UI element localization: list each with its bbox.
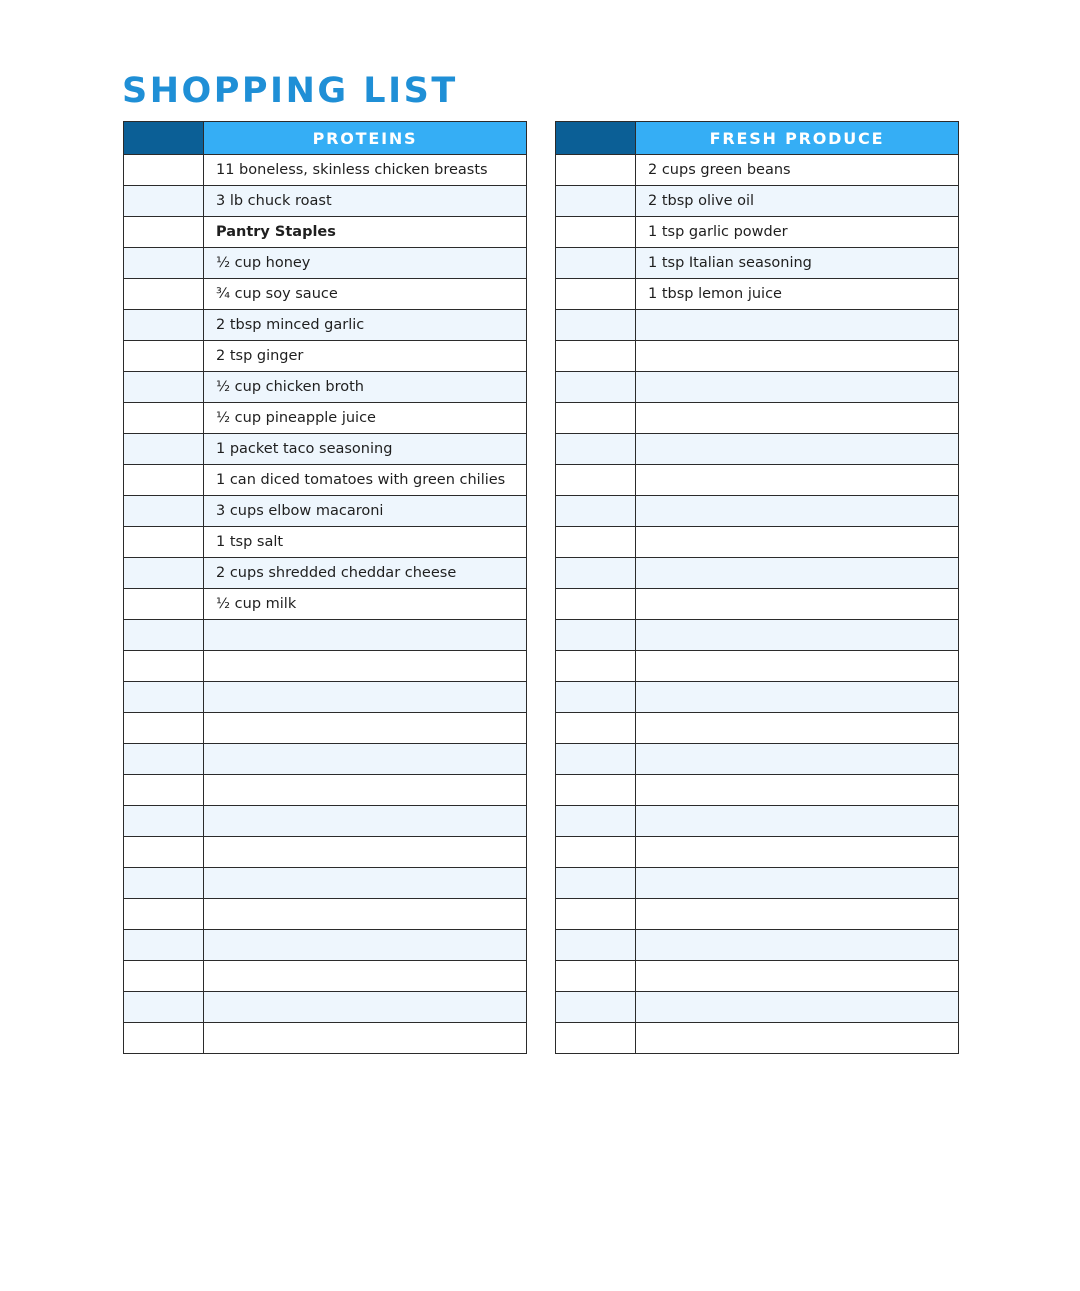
item-cell: 2 tbsp minced garlic: [204, 310, 527, 341]
table-row: [124, 744, 527, 775]
table-header-row: [124, 122, 527, 155]
proteins-rows: [124, 155, 527, 1054]
checkbox-cell[interactable]: [556, 899, 636, 930]
table-row: [556, 248, 959, 279]
fresh-produce-rows: [556, 155, 959, 1054]
table-row: [124, 992, 527, 1023]
checkbox-cell[interactable]: [556, 806, 636, 837]
table-row: [124, 310, 527, 341]
checkbox-cell[interactable]: [556, 527, 636, 558]
item-cell: ½ cup pineapple juice: [204, 403, 527, 434]
table-row: [556, 806, 959, 837]
table-row: [556, 558, 959, 589]
checkbox-cell[interactable]: [556, 217, 636, 248]
checkbox-cell[interactable]: [124, 496, 204, 527]
item-cell: [204, 930, 527, 961]
checkbox-cell[interactable]: [124, 589, 204, 620]
table-row: [124, 651, 527, 682]
item-cell: 1 tsp Italian seasoning: [636, 248, 959, 279]
checkbox-cell[interactable]: [124, 930, 204, 961]
table-row: [556, 1023, 959, 1054]
page-title: SHOPPING LIST: [122, 71, 458, 111]
table-row: [124, 961, 527, 992]
proteins-table: [123, 121, 527, 1054]
item-cell: Pantry Staples: [204, 217, 527, 248]
table-row: [124, 837, 527, 868]
item-cell: [636, 496, 959, 527]
table-row: [556, 310, 959, 341]
item-cell: 2 tbsp olive oil: [636, 186, 959, 217]
table-row: [124, 868, 527, 899]
checkbox-cell[interactable]: [124, 682, 204, 713]
item-cell: 1 can diced tomatoes with green chilies: [204, 465, 527, 496]
table-row: [124, 434, 527, 465]
item-cell: ½ cup honey: [204, 248, 527, 279]
table-row: [556, 899, 959, 930]
table-row: [556, 434, 959, 465]
item-cell: 1 tbsp lemon juice: [636, 279, 959, 310]
checkbox-cell[interactable]: [124, 558, 204, 589]
proteins-header: PROTEINS: [204, 122, 527, 155]
item-cell: [204, 868, 527, 899]
item-cell: [636, 372, 959, 403]
item-cell: 3 lb chuck roast: [204, 186, 527, 217]
table-row: [556, 651, 959, 682]
checkbox-cell[interactable]: [556, 341, 636, 372]
checkbox-cell[interactable]: [124, 217, 204, 248]
checkbox-cell[interactable]: [556, 248, 636, 279]
checkbox-cell[interactable]: [124, 372, 204, 403]
checkbox-cell[interactable]: [556, 558, 636, 589]
checkbox-cell[interactable]: [556, 403, 636, 434]
table-row: [124, 465, 527, 496]
checkbox-cell[interactable]: [556, 651, 636, 682]
table-row: [124, 713, 527, 744]
table-row: [124, 930, 527, 961]
item-cell: 1 tsp salt: [204, 527, 527, 558]
table-row: [124, 558, 527, 589]
checkbox-cell[interactable]: [124, 837, 204, 868]
table-row: [124, 775, 527, 806]
checkbox-cell[interactable]: [124, 868, 204, 899]
checkbox-cell[interactable]: [124, 527, 204, 558]
checkbox-column-header: [556, 122, 636, 155]
checkbox-cell[interactable]: [556, 837, 636, 868]
table-row: [556, 868, 959, 899]
item-cell: [204, 992, 527, 1023]
item-cell: [204, 837, 527, 868]
item-cell: ¾ cup soy sauce: [204, 279, 527, 310]
checkbox-cell[interactable]: [556, 434, 636, 465]
checkbox-cell[interactable]: [124, 775, 204, 806]
item-cell: [636, 465, 959, 496]
table-row: [124, 155, 527, 186]
checkbox-cell[interactable]: [556, 620, 636, 651]
checkbox-cell[interactable]: [124, 806, 204, 837]
table-row: [124, 527, 527, 558]
checkbox-cell[interactable]: [556, 682, 636, 713]
checkbox-cell[interactable]: [556, 589, 636, 620]
table-row: [124, 279, 527, 310]
item-cell: [636, 1023, 959, 1054]
checkbox-cell[interactable]: [556, 496, 636, 527]
table-row: [556, 341, 959, 372]
checkbox-cell[interactable]: [124, 155, 204, 186]
checkbox-cell[interactable]: [124, 651, 204, 682]
item-cell: [636, 558, 959, 589]
item-cell: [636, 775, 959, 806]
checkbox-cell[interactable]: [556, 992, 636, 1023]
checkbox-cell[interactable]: [124, 1023, 204, 1054]
item-cell: [636, 341, 959, 372]
table-row: [124, 682, 527, 713]
table-row: [556, 465, 959, 496]
fresh-produce-header: FRESH PRODUCE: [636, 122, 959, 155]
table-row: [124, 217, 527, 248]
table-row: [124, 248, 527, 279]
checkbox-cell[interactable]: [556, 930, 636, 961]
item-cell: [636, 589, 959, 620]
item-cell: [636, 930, 959, 961]
checkbox-cell[interactable]: [124, 310, 204, 341]
checkbox-column-header: [124, 122, 204, 155]
item-cell: [636, 651, 959, 682]
checkbox-cell[interactable]: [124, 899, 204, 930]
table-row: [124, 899, 527, 930]
checkbox-cell[interactable]: [124, 992, 204, 1023]
checkbox-cell[interactable]: [124, 961, 204, 992]
item-cell: [636, 992, 959, 1023]
table-row: [124, 620, 527, 651]
table-row: [124, 1023, 527, 1054]
item-cell: 2 tsp ginger: [204, 341, 527, 372]
table-row: [556, 682, 959, 713]
item-cell: [204, 775, 527, 806]
table-row: [556, 496, 959, 527]
checkbox-cell[interactable]: [556, 775, 636, 806]
item-cell: ½ cup milk: [204, 589, 527, 620]
item-cell: 1 tsp garlic powder: [636, 217, 959, 248]
checkbox-cell[interactable]: [556, 961, 636, 992]
item-cell: [636, 713, 959, 744]
item-cell: 3 cups elbow macaroni: [204, 496, 527, 527]
checkbox-cell[interactable]: [124, 248, 204, 279]
checkbox-cell[interactable]: [124, 434, 204, 465]
table-row: [556, 713, 959, 744]
item-cell: [204, 1023, 527, 1054]
fresh-produce-table: [555, 121, 959, 1054]
item-cell: [636, 310, 959, 341]
item-cell: [636, 837, 959, 868]
checkbox-cell[interactable]: [124, 620, 204, 651]
item-cell: [636, 961, 959, 992]
checkbox-cell[interactable]: [124, 186, 204, 217]
table-row: [556, 930, 959, 961]
table-row: [124, 496, 527, 527]
checkbox-cell[interactable]: [556, 155, 636, 186]
table-row: [124, 186, 527, 217]
table-row: [556, 589, 959, 620]
item-cell: [636, 527, 959, 558]
table-row: [556, 527, 959, 558]
checkbox-cell[interactable]: [124, 713, 204, 744]
item-cell: ½ cup chicken broth: [204, 372, 527, 403]
item-cell: [636, 682, 959, 713]
item-cell: [636, 899, 959, 930]
table-row: [124, 589, 527, 620]
table-row: [556, 403, 959, 434]
item-cell: [204, 713, 527, 744]
table-row: [556, 992, 959, 1023]
table-row: [556, 837, 959, 868]
table-row: [556, 217, 959, 248]
table-row: [556, 961, 959, 992]
table-row: [556, 186, 959, 217]
item-cell: 2 cups green beans: [636, 155, 959, 186]
table-row: [124, 403, 527, 434]
item-cell: 2 cups shredded cheddar cheese: [204, 558, 527, 589]
table-row: [556, 372, 959, 403]
checkbox-cell[interactable]: [556, 713, 636, 744]
item-cell: [636, 620, 959, 651]
table-row: [556, 279, 959, 310]
item-cell: [204, 961, 527, 992]
checkbox-cell[interactable]: [124, 403, 204, 434]
checkbox-cell[interactable]: [124, 744, 204, 775]
table-row: [124, 341, 527, 372]
item-cell: 11 boneless, skinless chicken breasts: [204, 155, 527, 186]
checkbox-cell[interactable]: [556, 279, 636, 310]
item-cell: [636, 868, 959, 899]
item-cell: 1 packet taco seasoning: [204, 434, 527, 465]
checkbox-cell[interactable]: [556, 186, 636, 217]
item-cell: [204, 806, 527, 837]
item-cell: [204, 682, 527, 713]
item-cell: [204, 651, 527, 682]
item-cell: [636, 806, 959, 837]
item-cell: [636, 403, 959, 434]
item-cell: [636, 744, 959, 775]
checkbox-cell[interactable]: [556, 1023, 636, 1054]
checkbox-cell[interactable]: [556, 744, 636, 775]
table-row: [124, 372, 527, 403]
table-row: [556, 155, 959, 186]
checkbox-cell[interactable]: [556, 868, 636, 899]
checkbox-cell[interactable]: [556, 310, 636, 341]
checkbox-cell[interactable]: [124, 341, 204, 372]
item-cell: [636, 434, 959, 465]
checkbox-cell[interactable]: [124, 465, 204, 496]
item-cell: [204, 620, 527, 651]
checkbox-cell[interactable]: [556, 465, 636, 496]
table-row: [124, 806, 527, 837]
table-row: [556, 620, 959, 651]
item-cell: [204, 899, 527, 930]
checkbox-cell[interactable]: [124, 279, 204, 310]
checkbox-cell[interactable]: [556, 372, 636, 403]
table-row: [556, 744, 959, 775]
table-row: [556, 775, 959, 806]
item-cell: [204, 744, 527, 775]
table-header-row: [556, 122, 959, 155]
